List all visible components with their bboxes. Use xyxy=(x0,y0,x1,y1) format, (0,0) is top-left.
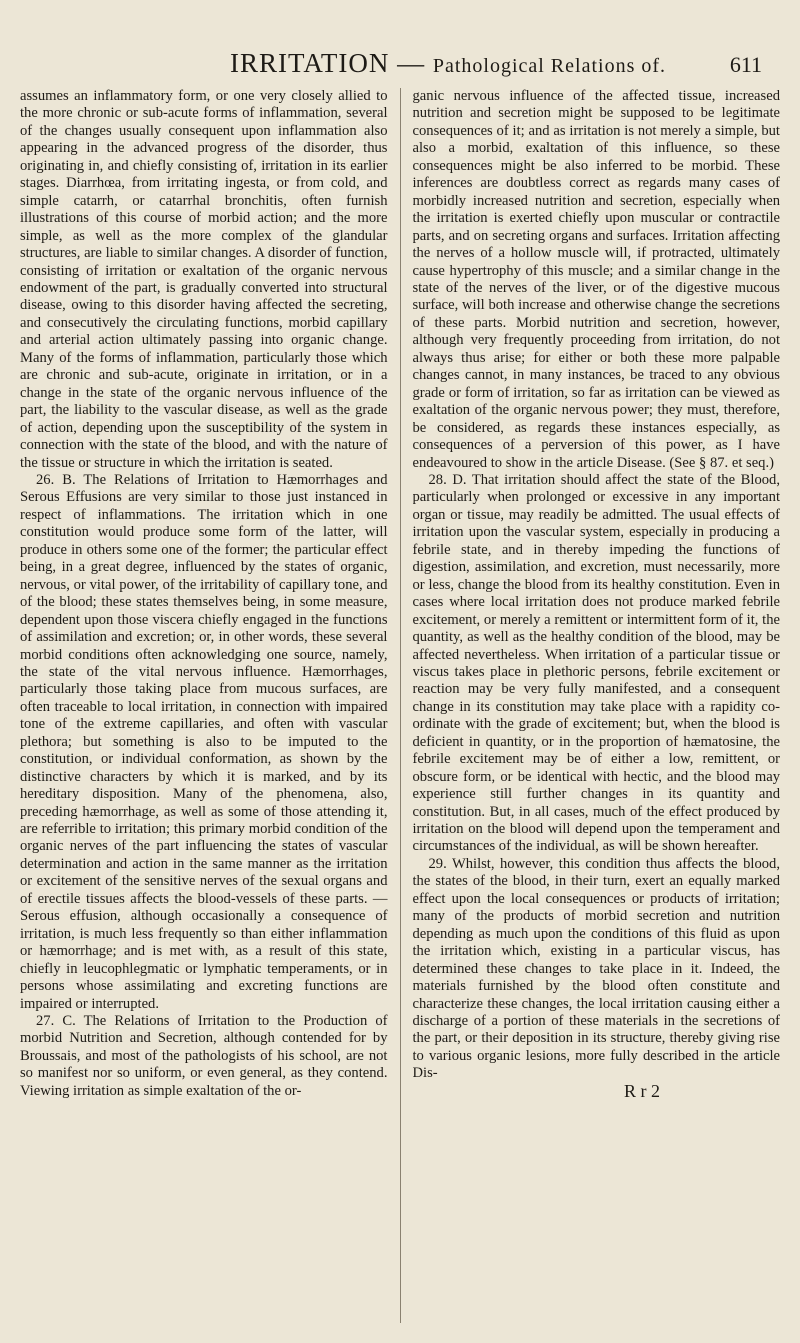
signature-mark: R r 2 xyxy=(624,1080,660,1101)
left-column xyxy=(20,88,388,1323)
text-columns xyxy=(20,88,780,1323)
left-paragraph-1: assumes an inflammatory form, or one very closely allied to the more chronic or sub-acute forms of inflammation, several of the changes usually consequent upon inflammation also appearing in the advanced progress of the disorder, thus originating in, and chiefly consisting of, irritation in its earlier stages. Diarrhœa, from irritating ingesta, or from cold, and simple catarrh, or catarrhal bronchitis, often furnish illustrations of this course of morbid action; and the more simple, as well as the more complex of the glandular structures, are liable to similar changes. A disorder of function, consisting of irritation or exaltation of the organic nervous endowment of the part, is gradually converted into structural disease, owing to this disorder having affected the secreting, and consecutively the circulating functions, morbid capillary and arterial action ultimately passing into organic change. Many of the forms of inflammation, particularly those which are chronic and sub-acute, originate in irritation, or in a change in the state of the organic nervous influence of the part, the liability to the vascular disease, as well as the grade of action, depending upon the susceptibility of the system in connection with the state of the blood, and with the nature of the tissue or structure in which the irritation is seated. xyxy=(20,88,388,471)
running-title-main: IRRITATION — xyxy=(230,48,433,78)
left-paragraph-3: 27. C. The Relations of Irritation to the Production of morbid Nutrition and Secretion, although contended for by Broussais, and most of the pathologists of his school, are not so manifest nor so uniform, or even general, as they contend. Viewing irritation as simple exaltation of the or- xyxy=(20,1013,388,1099)
right-paragraph-3: 29. Whilst, however, this condition thus affects the blood, the states of the blood, in their turn, exert an equally marked effect upon the local consequences or products of irritation; many of the products of morbid secretion and nutrition depending as much upon the conditions of this fluid as upon the irritation which, existing in a particular viscus, has determined these changes to take place in it. Indeed, the materials furnished by the blood often constitute and characterize these changes, the local irritation causing either a discharge of a portion of these materials in the secretions of the part, or their deposition in its structure, thereby giving rise to various organic lesions, more fully described in the article Dis- xyxy=(412,855,780,1082)
column-divider xyxy=(400,88,401,1323)
running-title-sub: Pathological Relations of. xyxy=(432,55,667,77)
running-title xyxy=(230,48,666,79)
right-column xyxy=(413,88,781,1323)
page-number: 611 xyxy=(729,52,762,77)
right-paragraph-1: ganic nervous influence of the affected tissue, increased nutrition and secretion might be supposed to be legitimate consequences of it; and as irritation is not merely a simple, but also a morbid, exaltation of this influence, so these consequences might be also inferred to be morbid. These inferences are doubtless correct as regards many cases of morbidly increased nutrition and secretion, especially when the irritation is exerted chiefly upon muscular or contractile parts, and on secreting organs and surfaces. Irritation affecting the nerves of a hollow muscle will, if protracted, ultimately cause hypertrophy of this muscle; and a similar change in the state of the nerves of the liver, or of the digestive mucous surface, will both increase and otherwise change the secretions of these parts. Morbid nutrition and secretion, however, although very frequently proceeding from irritation, do not always thus arise; for either or both these more palpable changes cannot, in many instances, be traced to any obvious grade or form of irritation, so far as irritation can be viewed as exaltation of the organic nervous power; they must, therefore, be considered, as regards these instances especially, as consequences of a perversion of this power, as I have endeavoured to show in the article Disease. (See § 87. et seq.) xyxy=(412,88,780,471)
left-paragraph-2: 26. B. The Relations of Irritation to Hæmorrhages and Serous Effusions are very similar to those just instanced in respect of inflammations. The irritation which in one constitution would produce some form of the latter, will produce in others some one of the former; the particular effect being, in a great degree, influenced by the states of organic, nervous, or vital power, of the irritability of capillary tone, and of the blood; these states themselves being, in some measure, dependent upon those viscera chiefly engaged in the functions of assimilation and excretion; or, in other words, these several morbid conditions often acknowledging one source, namely, the state of the vital nervous influence. Hæmorrhages, particularly those taking place from mucous surfaces, are often traceable to local irritation, in connection with impaired tone of the extreme capillaries, and often with vascular plethora; but something is also to be imputed to the constitution, or individual conformation, as shown by the distinctive characters by which it is marked, and by its hereditary disposition. Many of the phenomena, also, preceding hæmorrhage, as well as some of those attending it, are referrible to irritation; this primary morbid condition of the organic nerves of the part influencing the states of vascular determination and action in the same manner as the irritation or excitement of the sensitive nerves of the sexual organs and of erectile tissues affects the blood-vessels of these parts. — Serous effusion, although occasionally a consequence of irritation, is much less frequently so than either inflammation or hæmorrhage; and is met with, as a result of this state, chiefly in leucophlegmatic or lymphatic temperaments, or in persons whose assimilating and excreting functions are impaired or interrupted. xyxy=(20,471,388,1012)
right-paragraph-2: 28. D. That irritation should affect the state of the Blood, particularly when prolonged or excessive in any important organ or tissue, may readily be admitted. The usual effects of irritation upon the vascular system, especially in producing a febrile state, and in thereby impeding the functions of digestion, assimilation, and excretion, must necessarily, more or less, change the blood from its healthy constitution. Even in cases where local irritation does not produce marked febrile excitement, or merely a remittent or intermittent form of it, the quantity, as well as the healthy condition of the blood, may be affected nevertheless. When irritation of a particular tissue or viscus takes place in plethoric persons, febrile excitement or reaction may be very fully manifested, and a consequent change in its constitution may take place with a rapidity co-ordinate with the grade of excitement; but, when the blood is deficient in quantity, or in the proportion of hæmatosine, the febrile excitement may be of either a low, remittent, or obscure form, or be identical with hectic, and the blood may experience still further changes in its quantity and constitution. But, in all cases, much of the effect produced by irritation on the blood will depend upon the temperament and circumstances of the individual, as will be shown hereafter. xyxy=(412,471,780,855)
running-head xyxy=(20,48,780,88)
